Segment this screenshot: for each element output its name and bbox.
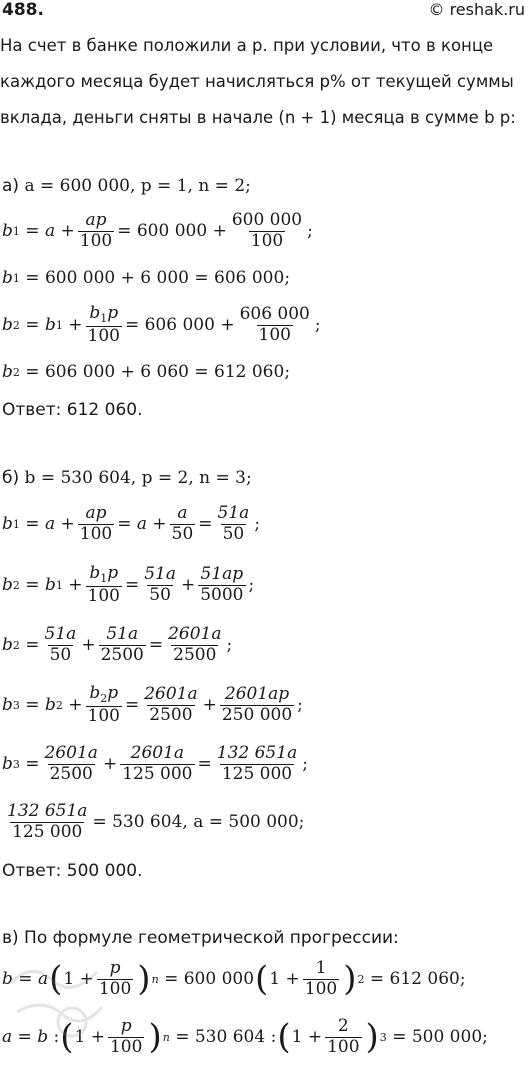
fraction: $\frac{2}{100}$ xyxy=(327,1016,360,1057)
fraction: $\frac{2601a}{2500}$ xyxy=(144,683,198,725)
fraction: $\frac{b_2p}{100}$ xyxy=(87,683,120,726)
fraction: $\frac{132 651a}{125 000}$ xyxy=(216,743,298,784)
fraction: $\frac{1}{100}$ xyxy=(304,958,338,999)
fraction: $\frac{p}{100}$ xyxy=(98,958,132,999)
part-a-b2-result: b 2 = 606 000 + 6 060 = 612 060; xyxy=(2,362,291,382)
fraction: $\frac{2601ap}{250 000}$ xyxy=(221,683,293,725)
fraction: $\frac{ap}{100}$ xyxy=(79,503,113,544)
fraction: $\frac{51ap}{5000}$ xyxy=(200,563,244,605)
part-c-label: в) По формуле геометрической прогрессии: xyxy=(2,928,399,948)
part-b-b3-eq: b 3 = b 2 + $\frac{b_2p}{100}$ = $\frac{2601a}{2500}$ + $\frac{2601ap}{250 000}$ ; xyxy=(2,683,303,726)
reshak-watermark-icon xyxy=(2,942,112,1052)
fraction: $\frac{2601a}{2500}$ xyxy=(168,624,222,665)
fraction: $\frac{51a}{2500}$ xyxy=(100,624,144,665)
fraction: $\frac{51a}{50}$ xyxy=(44,624,77,665)
header xyxy=(0,0,531,26)
part-b-b3-result: b 3 = $\frac{2601a}{2500}$ + $\frac{2601a}{125 000}$ = $\frac{132 651a}{125 000}$ ; xyxy=(2,743,308,784)
part-b-final: $\frac{132 651a}{125 000}$ = 530 604, a = 500 000; xyxy=(7,801,305,842)
part-c-formula-b: b = a ( 1 + $\frac{p}{100}$ ) n = 600 000 ( 1 + $\frac{1}{100}$ ) 2 = 612 060; xyxy=(2,958,466,1000)
part-a-b1-eq: b 1 = a + $\frac{ap}{100}$ = 600 000 + $\frac{600 000}{100}$ ; xyxy=(2,210,313,251)
part-b-given: б) b = 530 604, p = 2, n = 3; xyxy=(2,468,252,488)
problem-number: 488. xyxy=(2,0,44,20)
fraction: $\frac{b_1p}{100}$ xyxy=(87,563,120,606)
part-c-formula-a: a = b : ( 1 + $\frac{p}{100}$ ) n = 530 604 : ( 1 + $\frac{2}{100}$ ) 3 = 500 000; xyxy=(2,1016,488,1058)
part-b-b2-result: b 2 = $\frac{51a}{50}$ + $\frac{51a}{2500}$ = $\frac{2601a}{2500}$ ; xyxy=(2,624,233,665)
part-a-b1-result: b 1 = 600 000 + 6 000 = 606 000; xyxy=(2,268,291,288)
problem-text: На счет в банке положили a р. при условии, что в конце каждого месяца будет начисляться p% от текущей суммы вклада, деньги сняты в начале (n + 1) месяца в сумме b р: xyxy=(0,36,516,127)
fraction: $\frac{132 651a}{125 000}$ xyxy=(7,801,88,842)
fraction: $\frac{a}{50}$ xyxy=(171,503,194,544)
part-b-answer: Ответ: 500 000. xyxy=(2,861,143,881)
part-a-given: а) a = 600 000, p = 1, n = 2; xyxy=(2,176,251,196)
part-b-b1-eq: b 1 = a + $\frac{ap}{100}$ = a + $\frac{a}{50}$ = $\frac{51a}{50}$ ; xyxy=(2,503,261,544)
fraction: $\frac{51a}{50}$ xyxy=(217,503,250,544)
site-brand[interactable]: © reshak.ru xyxy=(428,0,525,19)
fraction: $\frac{b_1p}{100}$ xyxy=(87,303,120,346)
part-a-answer: Ответ: 612 060. xyxy=(2,400,143,420)
fraction: $\frac{2601a}{2500}$ xyxy=(44,743,98,784)
fraction: $\frac{2601a}{125 000}$ xyxy=(122,743,193,784)
fraction: $\frac{ap}{100}$ xyxy=(79,210,113,251)
part-b-b2-eq: b 2 = b 1 + $\frac{b_1p}{100}$ = $\frac{51a}{50}$ + $\frac{51ap}{5000}$ ; xyxy=(2,563,255,606)
fraction: $\frac{600 000}{100}$ xyxy=(231,210,303,251)
part-a-b2-eq: b 2 = b 1 + $\frac{b_1p}{100}$ = 606 000 + $\frac{606 000}{100}$ ; xyxy=(2,303,321,346)
fraction: $\frac{51a}{50}$ xyxy=(144,563,176,605)
fraction: $\frac{606 000}{100}$ xyxy=(239,303,310,345)
fraction: $\frac{p}{100}$ xyxy=(109,1016,143,1057)
